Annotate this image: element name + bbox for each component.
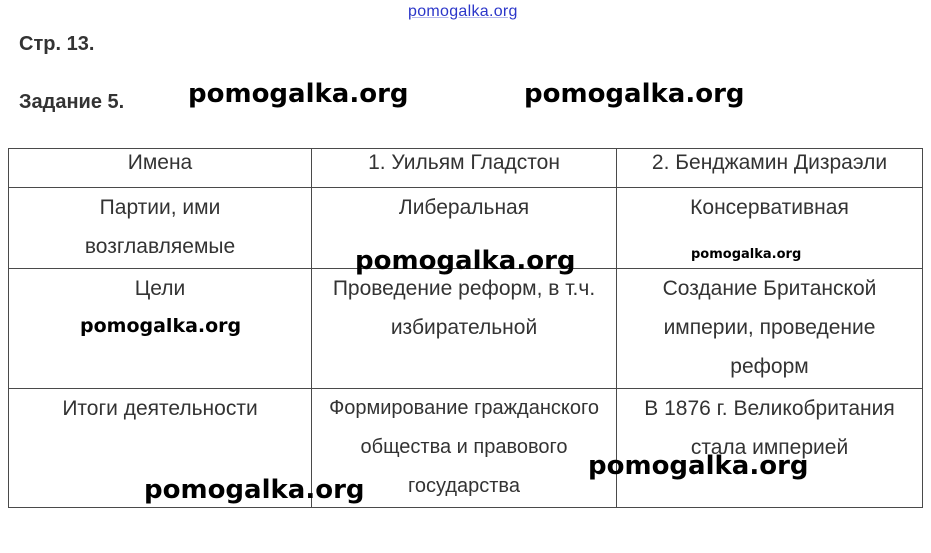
cell-gladstone-goals: Проведение реформ, в т.ч. избирательной — [312, 269, 617, 389]
watermark-table-small: pomogalka.org — [691, 247, 802, 262]
watermark-title-right: pomogalka.org — [524, 79, 745, 109]
column-header-disraeli: 2. Бенджамин Дизраэли — [617, 149, 923, 188]
watermark-table-bottom-right: pomogalka.org — [588, 451, 809, 481]
site-watermark-top: pomogalka.org — [408, 3, 518, 20]
column-header-gladstone: 1. Уильям Гладстон — [312, 149, 617, 188]
cell-disraeli-party: Консервативная — [617, 188, 923, 269]
page-reference: Стр. 13. — [19, 33, 95, 55]
table-header-row — [9, 149, 923, 188]
watermark-table-left: pomogalka.org — [80, 315, 242, 337]
watermark-table-bottom-left: pomogalka.org — [144, 475, 365, 505]
column-header-names: Имена — [9, 149, 312, 188]
row-label-parties: Партии, ими возглавляемые — [9, 188, 312, 269]
row-label-goals: Цели — [9, 269, 312, 389]
watermark-table-center: pomogalka.org — [355, 246, 576, 276]
cell-gladstone-party: Либеральная — [312, 188, 617, 269]
cell-gladstone-results: Формирование гражданского общества и правового государства — [312, 389, 617, 508]
watermark-title-left: pomogalka.org — [188, 79, 409, 109]
task-title: Задание 5. — [19, 91, 125, 113]
cell-disraeli-goals: Создание Британской империи, проведение реформ — [617, 269, 923, 389]
cell-disraeli-results: В 1876 г. Великобритания стала империей — [617, 389, 923, 508]
row-label-results: Итоги деятельности — [9, 389, 312, 508]
